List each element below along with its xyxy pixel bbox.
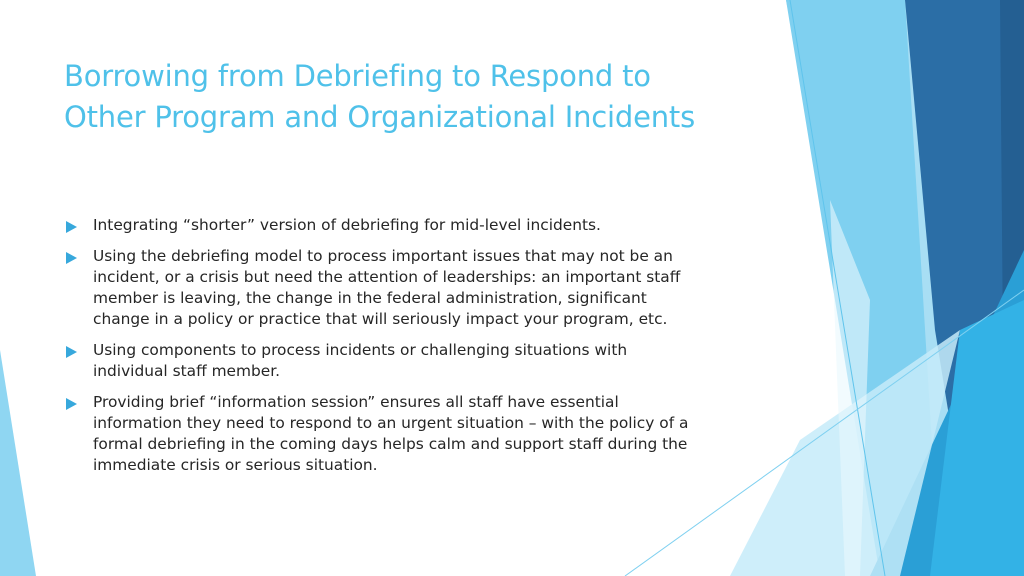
bullet-item [64,215,784,236]
bullet-arrow-icon [66,221,77,233]
bullet-line: member is leaving, the change in the federal administration, significant [93,289,647,307]
bullet-line: Integrating “shorter” version of debriefing for mid-level incidents. [93,216,601,234]
slide-title [64,56,764,138]
bullet-list [64,215,784,486]
bullet-item [64,392,784,476]
bullet-text [93,392,784,476]
bullet-item [64,246,784,330]
bullet-arrow-icon [66,398,77,410]
bullet-line: Providing brief “information session” ensures all staff have essential [93,393,619,411]
bullet-text [93,340,784,382]
bullet-arrow-icon [66,252,77,264]
bullet-line: Using the debriefing model to process important issues that may not be an [93,247,673,265]
bullet-text [93,215,784,236]
bullet-line: formal debriefing in the coming days helps calm and support staff during the [93,435,688,453]
bullet-text [93,246,784,330]
bullet-line: incident, or a crisis but need the attention of leaderships: an important staff [93,268,681,286]
bullet-line: individual staff member. [93,362,281,380]
bullet-item [64,340,784,382]
bullet-line: information they need to respond to an urgent situation – with the policy of a [93,414,689,432]
bullet-arrow-icon [66,346,77,358]
bullet-line: immediate crisis or serious situation. [93,456,378,474]
bullet-line: change in a policy or practice that will seriously impact your program, etc. [93,310,668,328]
title-line: Borrowing from Debriefing to Respond to [64,59,651,93]
title-line: Other Program and Organizational Incidents [64,100,696,134]
bullet-line: Using components to process incidents or challenging situations with [93,341,628,359]
left-edge-stripe [0,350,36,576]
